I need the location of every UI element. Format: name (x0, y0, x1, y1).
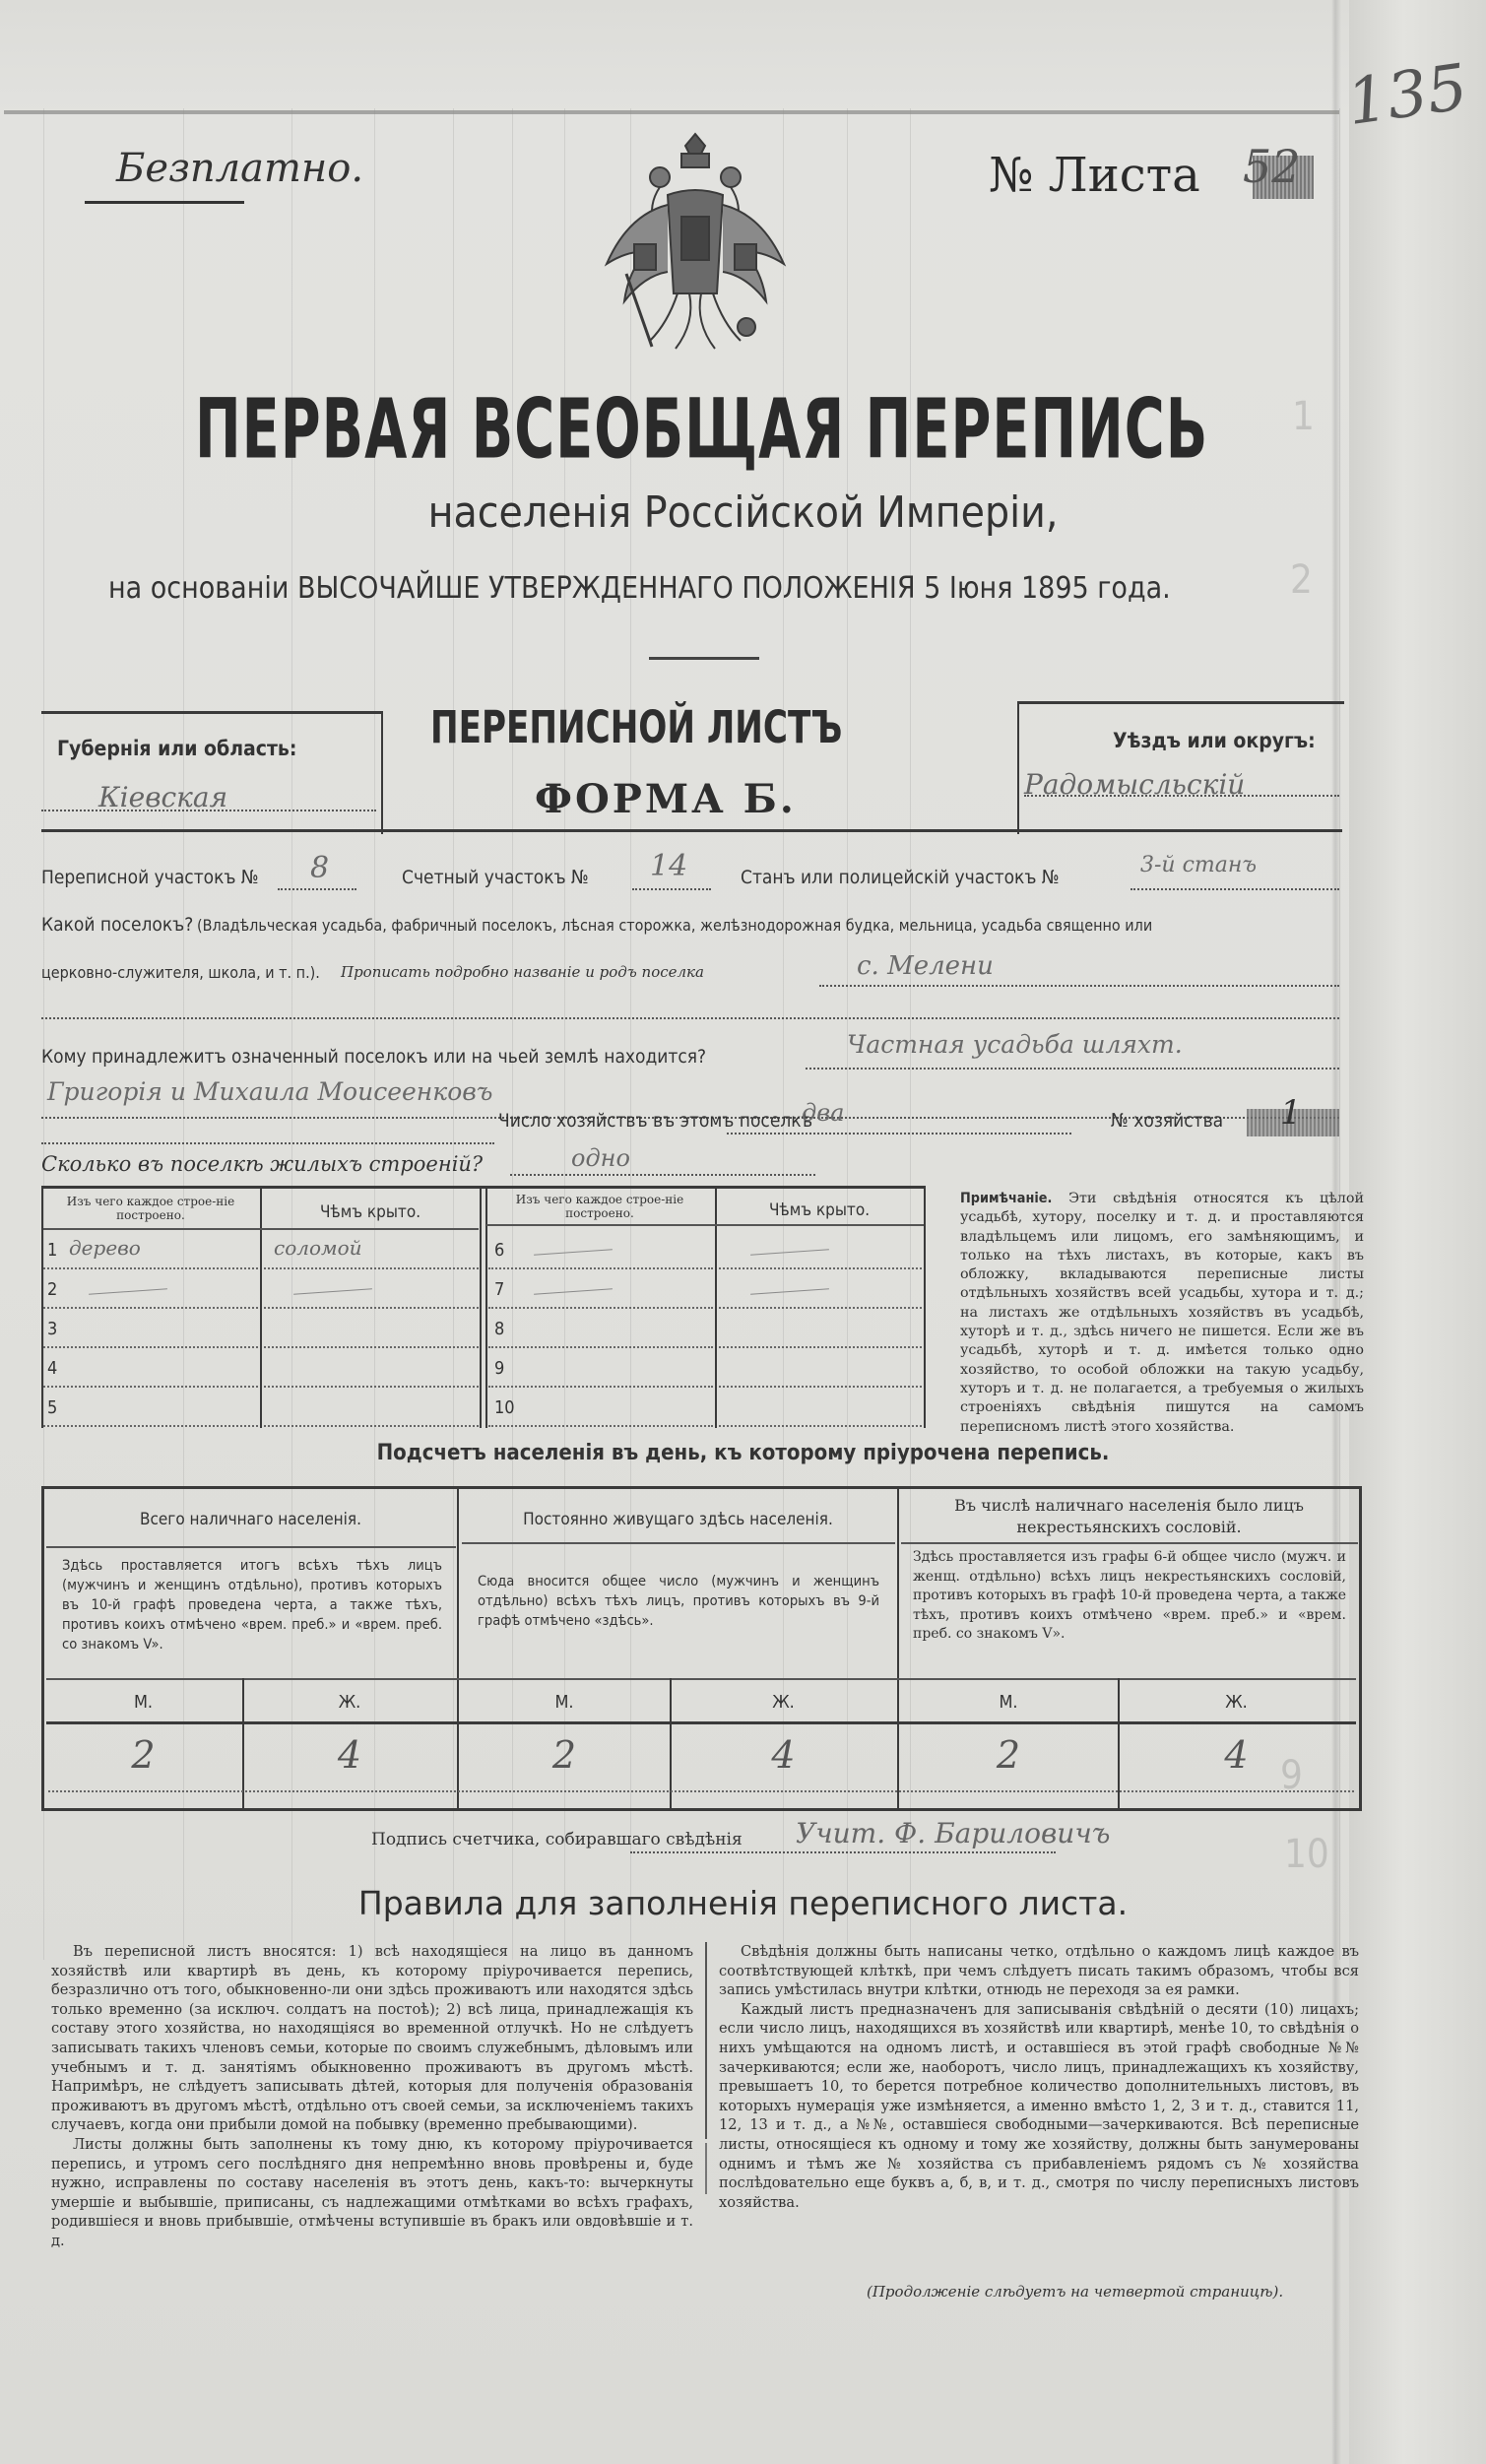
building-row-number: 4 (47, 1358, 58, 1379)
header-bottom-rule (41, 829, 1342, 832)
rules-title: Правила для заполненія переписного листа. (357, 1884, 1129, 1922)
rules-paragraph: Листы должны быть заполнены къ тому дню, къ которому пріурочивается перепись, и утромъ сего послѣдняго дня непремѣнно вновь провѣрены и, буде нужно, исправлены по составу населенія въ этотъ день, какъ-то: вычеркнуты умершіе и выбывшіе, приписаны, съ надлежащими отмѣтками во всѣхъ графахъ, родившіеся и вновь прибывшіе, отмѣчены вступившіе въ бракъ или овдовѣвшіе и т. д. (51, 2135, 693, 2249)
enumerator-signature: Учит. Ф. Бариловичъ (796, 1817, 1111, 1849)
census-legal-basis: на основаніи ВЫСОЧАЙШЕ УТВЕРЖДЕННАГО ПОЛОЖЕНІЯ 5 Іюня 1895 года. (108, 571, 1171, 606)
buildings-table (41, 1186, 926, 1428)
dwellings-question: Сколько въ поселкѣ жилыхъ строеній? (41, 1152, 484, 1176)
pop-female-header: Ж. (338, 1692, 361, 1713)
note-text: Эти свѣдѣнія относятся къ цѣлой усадьбѣ, хутору, поселку и т. д. и проставляются владѣльцемъ или лицомъ, его замѣняющимъ, и только на тѣхъ листахъ, въ которые, какъ въ обложку, вкладываются переписные листы отдѣльныхъ хозяйствъ всей усадьбы, хутора и т. д.; на листахъ же отдѣльныхъ хозяйствъ въ усадьбѣ, хуторѣ и т. д., здѣсь ничего не пишется. Если же въ усадьбѣ, хуторѣ и т. д. имѣется только одно хозяйство, то особой обложки на такую усадьбу, хуторъ и т. д. не полагается, а требуемыя о жилыхъ строеніяхъ свѣдѣнія пишутся на самомъ переписномъ листѣ этого хозяйства. (960, 1191, 1364, 1435)
owner-value-line-2: Григорія и Михаила Моисеенковъ (47, 1077, 493, 1106)
building-roof-dash (750, 1288, 829, 1295)
enumerator-signature-label: Подпись счетчика, собиравшаго свѣдѣнія (371, 1830, 743, 1849)
settlement-hint-2: церковно-служителя, школа, и т. п.). (41, 963, 320, 982)
rules-paragraph: Каждый листъ предназначенъ для записыванія свѣдѣній о десяти (10) лицахъ; если число лицъ, находящихся въ хозяйствѣ или квартирѣ, менѣе 10, то свѣдѣнія о нихъ умѣщаются на одномъ листѣ, и оставшіеся въ этой графѣ свободные №№ зачеркиваются; если же, наоборотъ, число лицъ, принадлежащихъ къ хозяйству, превышаетъ 10, то берется потребное количество дополнительныхъ листовъ, въ которыхъ нумерація уже измѣняется, а именно вмѣсто 1, 2, 3 и т. д., ставится 11, 12, 13 и т. д., а №№, оставшіеся свободными—зачеркиваются. Всѣ переписные листы, относящіеся къ одному и тому же хозяйству, должны быть занумерованы однимъ и тѣмъ же № хозяйства съ прибавленіемъ рядомъ съ № хозяйства послѣдовательно еще буквъ а, б, в, и т. д., смотря по числу переписныхъ листовъ хозяйства. (719, 2000, 1359, 2211)
pop-female-header: Ж. (772, 1692, 795, 1713)
census-district-label: Переписной участокъ № (41, 867, 259, 888)
building-row-number: 5 (47, 1397, 58, 1418)
pop-female-header: Ж. (1225, 1692, 1248, 1713)
sheet-number-value: 52 (1243, 140, 1301, 193)
province-label: Губернія или область: (57, 737, 297, 760)
census-district-value: 8 (310, 851, 330, 885)
building-row-number: 2 (47, 1279, 58, 1300)
pop-col-3-female-value: 4 (1224, 1733, 1249, 1777)
building-row-number: 7 (494, 1279, 505, 1300)
province-box (41, 711, 383, 834)
bleed-through-number: 2 (1290, 557, 1313, 603)
pop-male-header: М. (554, 1692, 574, 1713)
dwellings-dots (510, 1174, 815, 1176)
top-frame-rule (4, 110, 1339, 114)
building-row-number: 6 (494, 1240, 505, 1261)
pop-col-2-male-value: 2 (551, 1733, 577, 1777)
free-of-charge-label: Безплатно. (116, 146, 364, 191)
households-lead-dots (41, 1142, 494, 1144)
page-edge-fold (1349, 0, 1486, 2464)
rules-left-column (51, 1942, 693, 2251)
pop-col-1-header: Всего наличнаго населенія. (139, 1510, 361, 1529)
building-row-number: 1 (47, 1240, 58, 1261)
pop-col-3-header: Въ числѣ наличнаго населенія было лицъ некрестьянскихъ сословій. (954, 1496, 1304, 1536)
dwellings-value: одно (571, 1144, 630, 1172)
pop-col-1-female-value: 4 (337, 1733, 362, 1777)
sheet-number-label: № Листа (989, 148, 1200, 203)
households-label: Число хозяйствъ въ этомъ поселкѣ (498, 1110, 813, 1132)
pop-male-header: М. (999, 1692, 1018, 1713)
form-type: ФОРМА Б. (535, 776, 797, 822)
roof-header-right: Чѣмъ крыто. (768, 1200, 871, 1220)
building-material-dash (534, 1249, 613, 1256)
rules-paragraph: Въ переписной листъ вносятся: 1) всѣ находящіеся на лицо въ данномъ хозяйствѣ или квартирѣ въ день, къ которому пріурочивается перепись, безразлично отъ того, обыкновенно-ли они здѣсь проживаютъ или находятся здѣсь только временно (за исключ. солдатъ на постоѣ); 2) всѣ лица, принадлежащія къ составу этого хозяйства, но находящіяся во временной отлучкѣ. Но не слѣдуетъ записывать такихъ членовъ семьи, которые по своимъ служебнымъ, дѣловымъ или учебнымъ и т. д. занятіямъ обыкновенно проживаютъ въ другомъ мѣстѣ. Напримѣръ, не слѣдуетъ записывать дѣтей, которыя для полученія образованія проживаютъ въ другомъ мѣстѣ, отдѣльно отъ своей семьи, за исключеніемъ такихъ случаевъ, когда они прибыли домой на побывку (временно пребывающими). (51, 1943, 693, 2134)
census-district-dots (278, 888, 356, 890)
pop-col-2-description: Сюда вносится общее число (мужчинъ и женщинъ отдѣльно) всѣхъ тѣхъ лицъ, противъ которыхъ въ 9-й графѣ отмѣчено «здѣсь». (478, 1573, 879, 1629)
district-value: Радомысльскій (1024, 768, 1246, 801)
pop-col-1-male-value: 2 (131, 1733, 156, 1777)
pop-col-1-description: Здѣсь проставляется итогъ всѣхъ тѣхъ лицъ (мужчинъ и женщинъ отдѣльно), противъ которыхъ въ 10-й графѣ проведена черта, а также тѣхъ, противъ коихъ отмѣчено «врем. преб.» и «врем. преб. со знакомъ V». (62, 1557, 442, 1653)
double-headed-eagle-emblem-icon (599, 126, 792, 362)
form-title: ПЕРЕПИСНОЙ ЛИСТЪ (430, 701, 843, 753)
pop-col-2-header: Постоянно живущаго здѣсь населенія. (523, 1510, 833, 1529)
district-dotted-line (1024, 795, 1339, 797)
bleed-through-number: 1 (1292, 394, 1315, 439)
signature-dots (630, 1851, 1056, 1853)
police-district-label: Станъ или полицейскій участокъ № (741, 867, 1060, 888)
settlement-dots (819, 985, 1339, 987)
pop-male-header: М. (133, 1692, 154, 1713)
building-row-number: 8 (494, 1319, 505, 1339)
building-row-number: 9 (494, 1358, 505, 1379)
building-material-dash (89, 1288, 167, 1295)
district-label: Уѣздъ или округъ: (1113, 729, 1316, 752)
building-row-number: 10 (494, 1397, 515, 1418)
roof-header-left: Чѣмъ крыто. (319, 1202, 421, 1222)
police-district-value: 3-й станъ (1140, 853, 1258, 877)
building-row-number: 3 (47, 1319, 58, 1339)
building-material-value: дерево (69, 1236, 141, 1260)
building-roof-dash (293, 1288, 372, 1295)
settlement-question: Какой поселокъ? (41, 914, 194, 936)
note-paragraph (960, 1190, 1364, 1437)
households-value: два (802, 1099, 845, 1127)
owner-question: Кому принадлежитъ означенный поселокъ или на чьей землѣ находится? (41, 1046, 707, 1068)
material-header-right: Изъ чего каждое строе-ніе построено. (515, 1193, 684, 1220)
continued-note: (Продолженіе слѣдуетъ на четвертой страницѣ). (867, 2283, 1284, 2301)
counting-district-value: 14 (650, 849, 688, 883)
household-number-value: 1 (1280, 1093, 1302, 1133)
settlement-extra-dots (41, 1017, 1339, 1019)
province-value: Кіевская (98, 781, 228, 813)
counting-district-label: Счетный участокъ № (402, 867, 589, 888)
settlement-hint-1: (Владѣльческая усадьба, фабричный поселокъ, лѣсная сторожка, желѣзнодорожная будка, мельница, усадьба священно или (197, 916, 1153, 935)
households-dots (727, 1133, 1071, 1135)
note-label: Примѣчаніе. (960, 1191, 1053, 1206)
settlement-value: с. Мелени (857, 951, 994, 981)
counting-district-dots (632, 888, 711, 890)
building-material-dash (534, 1288, 613, 1295)
owner-value-line-1: Частная усадьба шляхт. (847, 1030, 1183, 1059)
police-district-dots (1131, 888, 1339, 890)
free-label-underline (85, 201, 244, 204)
rules-column-divider (705, 1942, 707, 2139)
population-count-title: Подсчетъ населенія въ день, къ которому пріурочена перепись. (376, 1441, 1110, 1465)
rules-right-column (719, 1942, 1359, 2212)
census-subtitle: населенія Россійской Имперіи, (427, 487, 1059, 538)
population-table (41, 1486, 1362, 1811)
pop-col-2-female-value: 4 (771, 1733, 796, 1777)
pop-col-3-male-value: 2 (996, 1733, 1021, 1777)
pop-col-3-description: Здѣсь проставляется изъ графы 6-й общее число (мужч. и женщ. отдѣльно) всѣхъ лицъ некрестьянскихъ сословій, противъ которыхъ въ графѣ 10-й проведена черта, а также тѣхъ, противъ коихъ отмѣчено «врем. преб.» и «врем. преб. со знакомъ V». (913, 1549, 1346, 1642)
household-number-label: № хозяйства (1111, 1110, 1224, 1132)
bleed-through-number: 10 (1284, 1832, 1329, 1877)
bleed-through-number: 9 (1280, 1753, 1303, 1798)
province-dotted-line (41, 810, 376, 811)
building-roof-value: соломой (274, 1236, 362, 1260)
material-header-left: Изъ чего каждое строе-ніе построено. (66, 1195, 235, 1222)
archive-page-number: 135 (1342, 50, 1472, 141)
building-roof-dash (750, 1249, 829, 1256)
census-title: ПЕРВАЯ ВСЕОБЩАЯ ПЕРЕПИСЬ (195, 380, 1209, 478)
owner-dots-1 (806, 1068, 1339, 1070)
title-divider (649, 657, 759, 660)
settlement-hint-italic: Прописать подробно названіе и родъ поселка (341, 963, 704, 981)
rules-paragraph: Свѣдѣнія должны быть написаны четко, отдѣльно о каждомъ лицѣ каждое въ соотвѣтствующей клѣткѣ, при чемъ слѣдуетъ писать такимъ образомъ, чтобы вся запись умѣстилась внутри клѣтки, отнюдь не переходя за ея рамки. (719, 1943, 1359, 1999)
